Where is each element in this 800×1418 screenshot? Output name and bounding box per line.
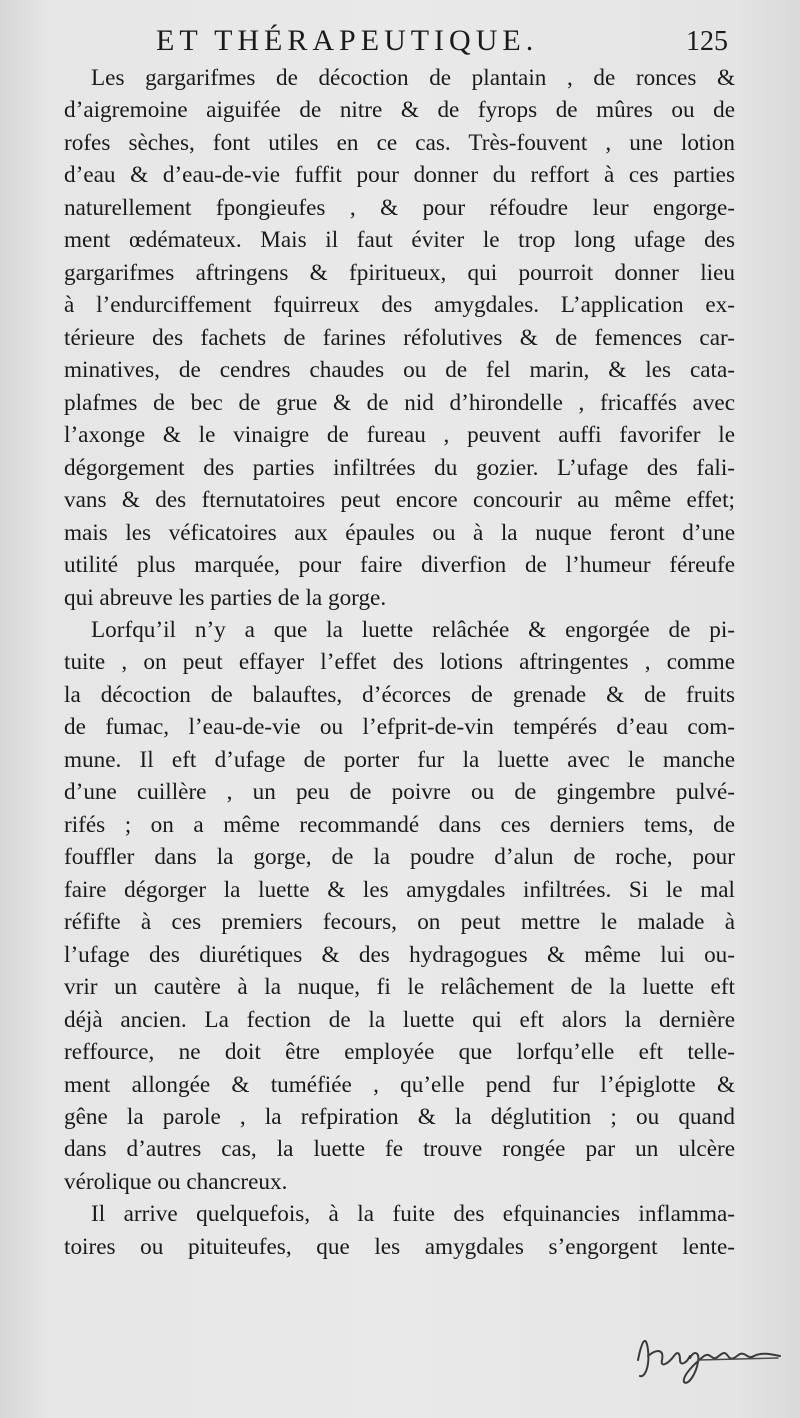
running-title: ET THÉRAPEUTIQUE. <box>156 24 539 57</box>
text-line: gêne la parole , la refpiration & la déglutition ; ou quand <box>64 1104 735 1130</box>
text-line: Les gargarifmes de décoction de plantain , de ronces & <box>91 65 735 91</box>
paragraph <box>64 62 735 614</box>
text-line: déjà ancien. La fection de la luette qui eft alors la dernière <box>64 1006 735 1033</box>
text-line: d’eau & d’eau-de-vie fuffit pour donner du reffort à ces parties <box>64 162 735 189</box>
text-line: térieure des fachets de farines réfolutives & de femences car- <box>64 324 735 351</box>
body-text <box>64 62 735 1263</box>
text-line: fouffler dans la gorge, de la poudre d’alun de roche, pour <box>64 844 735 871</box>
paragraph <box>64 614 735 1198</box>
text-line: d’une cuillère , un peu de poivre ou de gingembre pulvé- <box>64 779 735 806</box>
text-line: ment œdémateux. Mais il faut éviter le trop long ufage des <box>64 227 735 254</box>
text-line: mune. Il eft d’ufage de porter fur la luette avec le manche <box>64 746 735 773</box>
text-line: tuite , on peut effayer l’effet des lotions aftringentes , comme <box>64 649 735 676</box>
text-line: dans d’autres cas, la luette fe trouve rongée par un ulcère <box>64 1136 735 1163</box>
text-line: Lorfqu’il n’y a que la luette relâchée & engorgée de pi- <box>91 616 735 643</box>
text-line: l’ufage des diurétiques & des hydragogues & même lui ou- <box>64 941 735 968</box>
text-line: faire dégorger la luette & les amygdales infiltrées. Si le mal <box>64 876 735 903</box>
page-number: 125 <box>686 26 728 57</box>
text-line: rofes sèches, font utiles en ce cas. Très-fouvent , une lotion <box>64 129 735 156</box>
text-line: qui abreuve les parties de la gorge. <box>64 584 387 611</box>
text-line: plafmes de bec de grue & de nid d’hirondelle , fricaffés avec <box>64 389 735 416</box>
text-line: vérolique ou chancreux. <box>64 1168 288 1195</box>
text-line: naturellement fpongieufes , & pour réfoudre leur engorge- <box>64 194 735 221</box>
text-line: mais les véficatoires aux épaules ou à la nuque feront d’une <box>64 519 735 546</box>
text-line: gargarifmes aftringens & fpiritueux, qui pourroit donner lieu <box>64 259 735 286</box>
text-line: toires ou pituiteufes, que les amygdales s’engorgent lente- <box>64 1233 735 1260</box>
text-line: ment allongée & tuméfiée , qu’elle pend fur l’épiglotte & <box>64 1071 735 1098</box>
running-head <box>0 18 800 58</box>
text-line: vans & des fternutatoires peut encore concourir au même effet; <box>64 487 735 514</box>
text-line: vrir un cautère à la nuque, fi le relâchement de la luette eft <box>64 974 735 1001</box>
paragraph <box>64 1198 735 1263</box>
text-line: réfifte à ces premiers fecours, on peut mettre le malade à <box>64 909 735 936</box>
text-line: la décoction de balauftes, d’écorces de grenade & de fruits <box>64 681 735 708</box>
text-line: reffource, ne doit être employée que lorfqu’elle eft telle- <box>64 1039 735 1066</box>
text-line: de fumac, l’eau-de-vie ou l’efprit-de-vin tempérés d’eau com- <box>64 714 735 741</box>
text-line: rifés ; on a même recommandé dans ces derniers tems, de <box>64 811 735 838</box>
text-line: d’aigremoine aiguifée de nitre & de fyrops de mûres ou de <box>64 97 735 124</box>
text-line: à l’endurciffement fquirreux des amygdales. L’application ex- <box>64 292 735 319</box>
text-line: l’axonge & le vinaigre de fureau , peuvent auffi favorifer le <box>64 422 735 449</box>
text-line: dégorgement des parties infiltrées du gozier. L’ufage des fali- <box>64 454 735 481</box>
text-line: Il arrive quelquefois, à la fuite des efquinancies inflamma- <box>91 1201 735 1228</box>
handwritten-signature <box>628 1320 788 1390</box>
text-line: utilité plus marquée, pour faire diverfion de l’humeur féreufe <box>64 552 735 579</box>
text-line: minatives, de cendres chaudes ou de fel marin, & les cata- <box>64 357 735 384</box>
